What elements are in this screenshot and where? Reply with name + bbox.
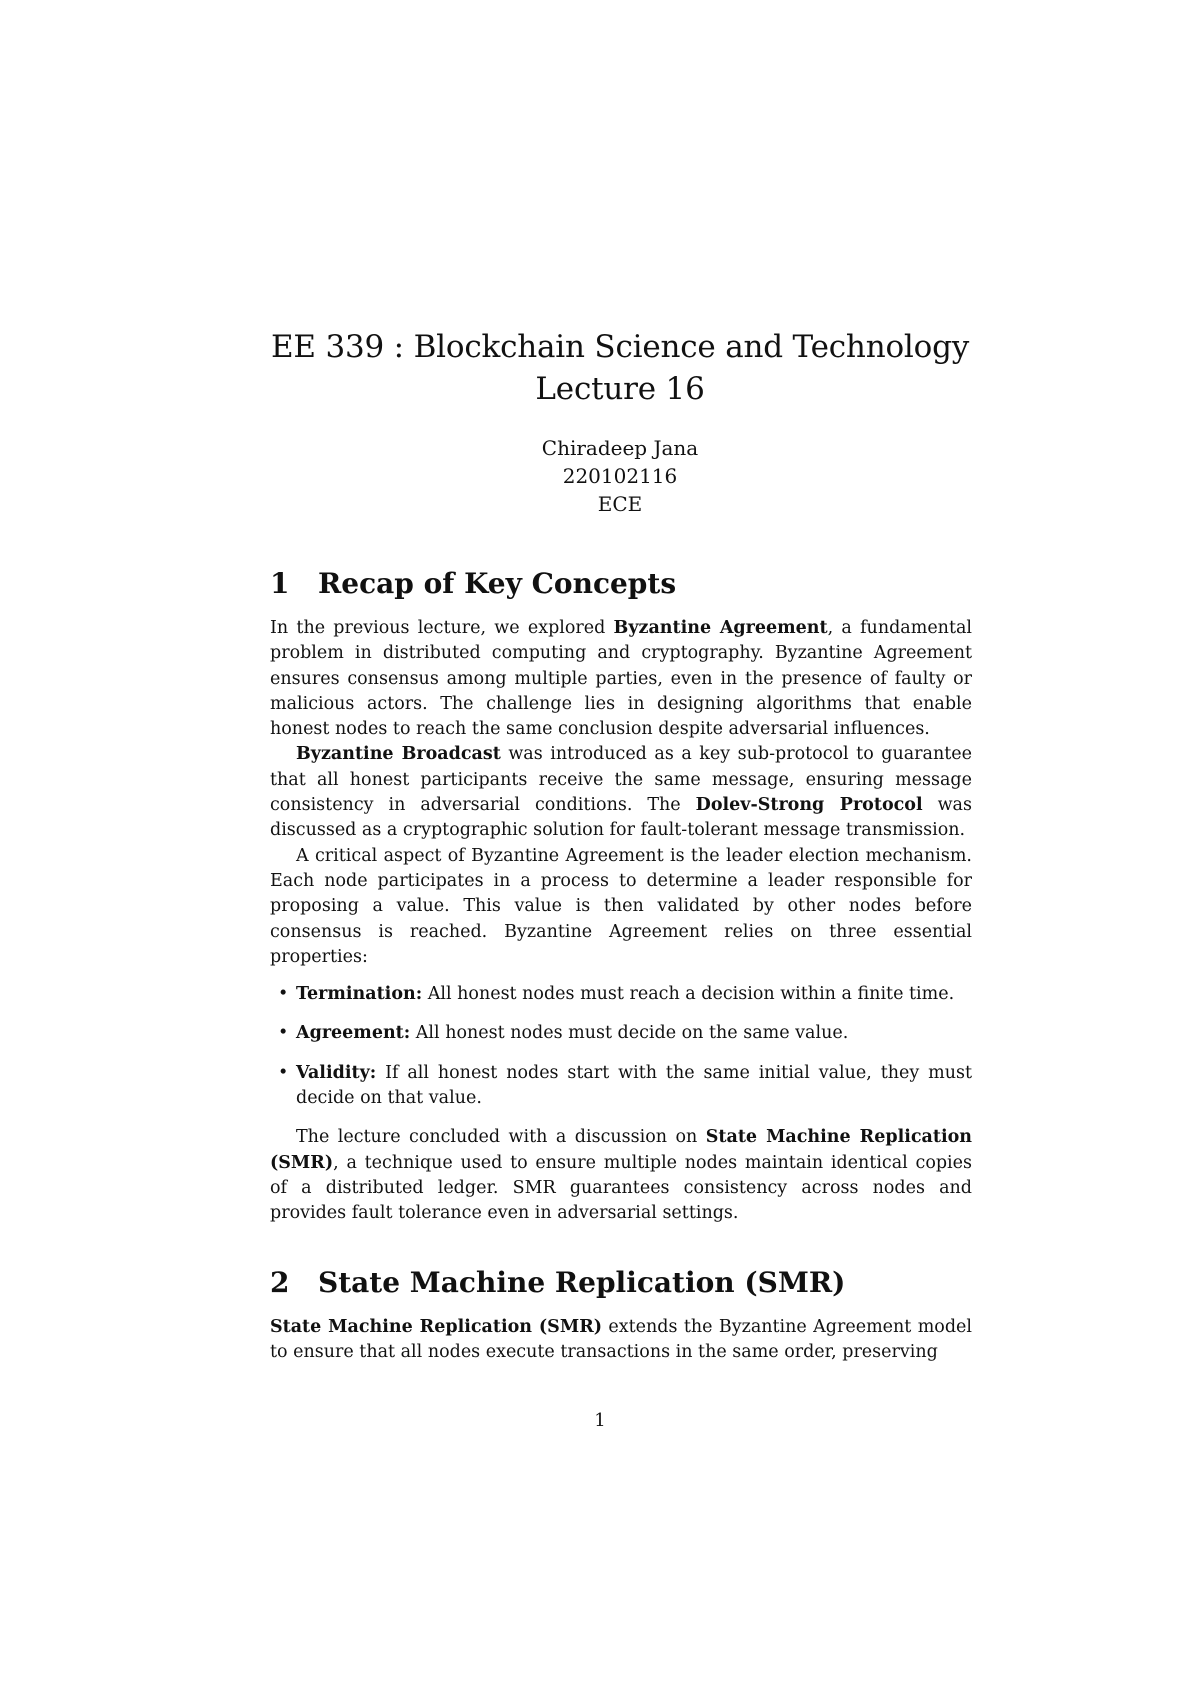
- bold-term: Byzantine Agreement: [613, 618, 828, 638]
- section-1-paragraph-3: A critical aspect of Byzantine Agreement is the leader election mechanism. Each node participates in a process to determine a leader responsible for proposing a value. This value is then validated by other nodes before consensus is reached. Byzantine Agreement relies on three essential properties:: [270, 845, 972, 967]
- document-title: EE 339 : Blockchain Science and Technology: [270, 329, 970, 365]
- section-1-paragraph-1: [270, 616, 972, 742]
- text-run: extends the Byzantine Agreement model to ensure that all nodes execute transactions in the same order, preserving: [270, 1316, 972, 1362]
- text-run: was introduced as a key sub-protocol to guarantee that all honest participants receive the same message, ensuring message consistency in adversarial conditions. The: [270, 744, 972, 816]
- bold-term: Validity:: [296, 1062, 377, 1083]
- section-2-paragraph-1: [270, 1315, 972, 1366]
- text-run: If all honest nodes start with the same initial value, they must decide on that value.: [296, 1062, 972, 1109]
- list-item: [270, 982, 972, 1007]
- author-name: Chiradeep Jana: [541, 436, 699, 460]
- text-run: All honest nodes must reach a decision within a finite time.: [422, 984, 955, 1005]
- author-department: ECE: [597, 492, 643, 516]
- section-2-title: State Machine Replication (SMR): [318, 1265, 846, 1299]
- bullet-icon: •: [278, 1023, 289, 1044]
- text-run: , a technique used to ensure multiple nodes maintain identical copies of a distributed ledger. SMR guarantees consistency across nodes and provides fault tolerance even in adversarial settings.: [270, 1152, 972, 1224]
- page-number: 1: [594, 1410, 606, 1431]
- content-body: [270, 566, 972, 1365]
- title-block: [270, 326, 970, 518]
- bold-term: Dolev-Strong Protocol: [695, 795, 923, 816]
- section-2-heading: [270, 1265, 972, 1301]
- text-run: The lecture concluded with a discussion on: [296, 1127, 706, 1148]
- section-1-heading: [270, 566, 972, 602]
- properties-list: [270, 982, 972, 1111]
- lecture-number: Lecture 16: [535, 371, 705, 407]
- list-item: [270, 1061, 972, 1112]
- bold-term: State Machine Replication (SMR): [270, 1127, 972, 1173]
- list-item: [270, 1021, 972, 1046]
- text-run: All honest nodes must decide on the same value.: [410, 1023, 849, 1044]
- text-run: was discussed as a cryptographic solution for fault-tolerant message transmission.: [270, 795, 972, 841]
- author-id: 220102116: [562, 464, 678, 488]
- text-run: In the previous lecture, we explored: [270, 618, 614, 638]
- section-1-paragraph-2: [270, 742, 972, 843]
- section-2-number: 2: [270, 1265, 290, 1299]
- section-1-title: Recap of Key Concepts: [318, 567, 677, 600]
- section-1-number: 1: [270, 567, 290, 600]
- bold-term: State Machine Replication (SMR): [270, 1316, 603, 1337]
- bold-term: Agreement:: [296, 1023, 411, 1044]
- author-block: [270, 434, 970, 518]
- text-run: , a fundamental problem in distributed computing and cryptography. Byzantine Agreement ensures consensus among multiple parties, even in the presence of faulty or malicious actors. The challenge lies in designing algorithms that enable honest nodes to reach the same conclusion despite adversarial influences.: [270, 618, 973, 740]
- section-1-paragraph-4: [270, 1125, 972, 1226]
- bullet-icon: •: [278, 984, 289, 1005]
- bold-term: Termination:: [296, 984, 423, 1005]
- bullet-icon: •: [278, 1062, 289, 1083]
- bold-term: Byzantine Broadcast: [296, 744, 501, 765]
